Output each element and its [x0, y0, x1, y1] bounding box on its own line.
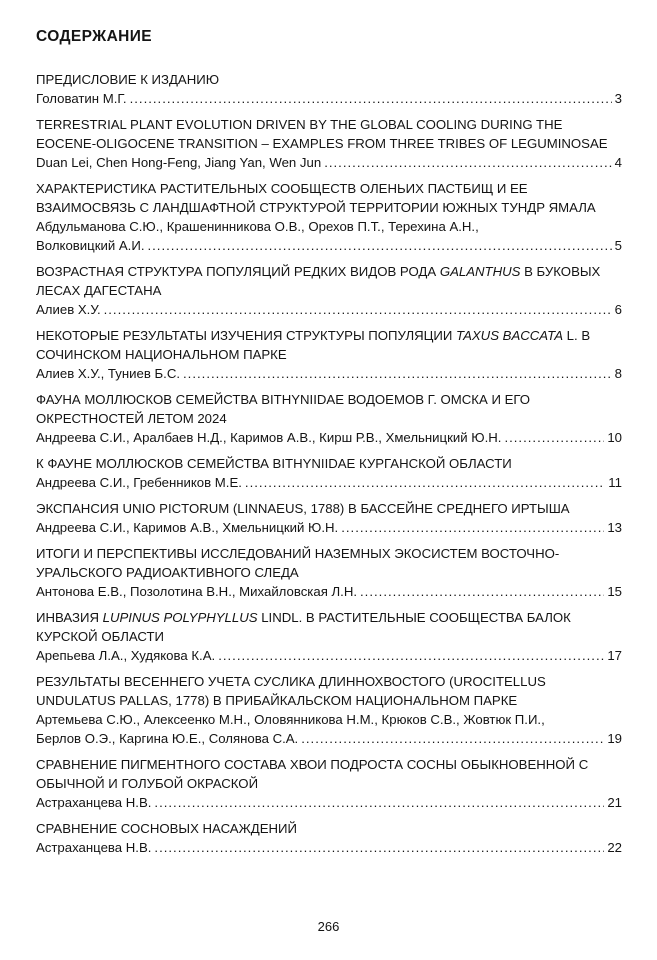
dot-leader	[154, 793, 604, 812]
toc-entry-page: 11	[608, 475, 622, 490]
authors-row	[36, 236, 622, 255]
dot-leader	[104, 300, 612, 319]
authors-row	[36, 646, 622, 665]
title-segment: LINDL. В РАСТИТЕЛЬНЫЕ СООБЩЕСТВА БАЛОК КУРСКОЙ ОБЛАСТИ	[36, 610, 571, 644]
toc-entry-title	[36, 115, 622, 153]
authors-text: Duan Lei, Chen Hong-Feng, Jiang Yan, Wen Jun	[36, 155, 322, 170]
toc-entry	[36, 262, 622, 319]
toc-entry-title	[36, 262, 622, 300]
title-segment-italic: LUPINUS POLYPHYLLUS	[102, 610, 258, 625]
toc-entry-authors	[36, 838, 622, 857]
authors-row	[36, 217, 622, 236]
toc-entry-title	[36, 819, 622, 838]
authors-row	[36, 710, 622, 729]
title-segment: РЕЗУЛЬТАТЫ ВЕСЕННЕГО УЧЕТА СУСЛИКА ДЛИННОХВОСТОГО (UROCITELLUS UNDULATUS PALLAS, 1778) В ПРИБАЙКАЛЬСКОМ НАЦИОНАЛЬНОМ ПАРКЕ	[36, 674, 546, 708]
page-content	[36, 28, 622, 864]
title-segment: СРАВНЕНИЕ СОСНОВЫХ НАСАЖДЕНИЙ	[36, 821, 297, 836]
dot-leader	[183, 364, 612, 383]
authors-row	[36, 518, 622, 537]
toc-entry-page: 15	[607, 584, 622, 599]
title-segment: ВОЗРАСТНАЯ СТРУКТУРА ПОПУЛЯЦИЙ РЕДКИХ ВИДОВ РОДА	[36, 264, 440, 279]
toc-list	[36, 70, 622, 857]
toc-entry-page: 3	[614, 91, 622, 106]
title-segment-italic: GALANTHUS	[439, 264, 521, 279]
dot-leader	[301, 729, 604, 748]
title-segment: ФАУНА МОЛЛЮСКОВ СЕМЕЙСТВА BITHYNIIDAE ВОДОЕМОВ Г. ОМСКА И ЕГО ОКРЕСТНОСТЕЙ ЛЕТОМ 2024	[36, 392, 531, 426]
toc-entry-authors	[36, 646, 622, 665]
toc-entry-title	[36, 326, 622, 364]
authors-text: Абдульманова С.Ю., Крашенинникова О.В., Орехов П.Т., Терехина А.Н.,	[36, 219, 479, 234]
dot-leader	[154, 838, 604, 857]
title-segment: СРАВНЕНИЕ ПИГМЕНТНОГО СОСТАВА ХВОИ ПОДРОСТА СОСНЫ ОБЫКНОВЕННОЙ С ОБЫЧНОЙ И ГОЛУБОЙ ОКРАСКОЙ	[36, 757, 589, 791]
title-segment: НЕКОТОРЫЕ РЕЗУЛЬТАТЫ ИЗУЧЕНИЯ СТРУКТУРЫ ПОПУЛЯЦИИ	[36, 328, 457, 343]
toc-entry-authors	[36, 793, 622, 812]
authors-text: Андреева С.И., Аралбаев Н.Д., Каримов А.В., Кирш Р.В., Хмельницкий Ю.Н.	[36, 430, 502, 445]
authors-row	[36, 729, 622, 748]
toc-entry	[36, 390, 622, 447]
authors-text: Андреева С.И., Каримов А.В., Хмельницкий Ю.Н.	[36, 520, 339, 535]
toc-entry-page: 17	[607, 648, 622, 663]
authors-row	[36, 364, 622, 383]
title-segment: ХАРАКТЕРИСТИКА РАСТИТЕЛЬНЫХ СООБЩЕСТВ ОЛЕНЬИХ ПАСТБИЩ И ЕЕ ВЗАИМОСВЯЗЬ С ЛАНДШАФТНОЙ СТРУКТУРОЙ ТЕРРИТОРИИ ЮЖНЫХ ТУНДР ЯМАЛА	[36, 181, 596, 215]
authors-text: Астраханцева Н.В.	[36, 840, 152, 855]
authors-text: Астраханцева Н.В.	[36, 795, 152, 810]
authors-text: Андреева С.И., Гребенников М.Е.	[36, 475, 242, 490]
dot-leader	[504, 428, 604, 447]
title-segment-italic: TAXUS BACCATA	[456, 328, 563, 343]
toc-entry-authors	[36, 89, 622, 108]
dot-leader	[218, 646, 604, 665]
dot-leader	[147, 236, 611, 255]
title-segment: ПРЕДИСЛОВИЕ К ИЗДАНИЮ	[36, 72, 220, 87]
toc-entry-page: 8	[614, 366, 622, 381]
toc-entry	[36, 672, 622, 748]
dot-leader	[324, 153, 611, 172]
title-segment: TERRESTRIAL PLANT EVOLUTION DRIVEN BY THE GLOBAL COOLING DURING THE EOCENE-OLIGOCENE TRANSITION – EXAMPLES FROM THREE TRIBES OF LEGUMINOSAE	[36, 117, 608, 151]
authors-row	[36, 582, 622, 601]
authors-row	[36, 793, 622, 812]
toc-entry-title	[36, 672, 622, 710]
page-title: СОДЕРЖАНИЕ	[36, 28, 153, 45]
toc-entry-title	[36, 70, 622, 89]
toc-entry-title	[36, 544, 622, 582]
page-number: 266	[317, 919, 340, 934]
toc-entry	[36, 755, 622, 812]
toc-entry-page: 10	[607, 430, 622, 445]
authors-text: Головатин М.Г.	[36, 91, 127, 106]
toc-entry-page: 4	[614, 155, 622, 170]
authors-row	[36, 428, 622, 447]
toc-entry-authors	[36, 473, 622, 492]
title-segment: В БУКОВЫХ ЛЕСАХ ДАГЕСТАНА	[36, 264, 601, 298]
toc-entry	[36, 819, 622, 857]
toc-entry-title	[36, 608, 622, 646]
toc-entry-title	[36, 499, 622, 518]
authors-text: Алиев Х.У., Туниев Б.С.	[36, 366, 181, 381]
toc-entry-authors	[36, 582, 622, 601]
authors-text: Алиев Х.У.	[36, 302, 101, 317]
toc-entry-page: 5	[614, 238, 622, 253]
authors-row	[36, 473, 622, 492]
toc-entry-title	[36, 755, 622, 793]
authors-row	[36, 89, 622, 108]
toc-entry-title	[36, 390, 622, 428]
dot-leader	[245, 473, 605, 492]
toc-entry-authors	[36, 300, 622, 319]
toc-entry-authors	[36, 518, 622, 537]
toc-entry-page: 13	[607, 520, 622, 535]
toc-entry-authors	[36, 710, 622, 748]
toc-entry-authors	[36, 364, 622, 383]
toc-entry-page: 19	[607, 731, 622, 746]
dot-leader	[130, 89, 612, 108]
title-segment: ЭКСПАНСИЯ UNIO PICTORUM (LINNAEUS, 1788) В БАССЕЙНЕ СРЕДНЕГО ИРТЫША	[36, 501, 570, 516]
toc-entry	[36, 454, 622, 492]
authors-text: Антонова Е.В., Позолотина В.Н., Михайловская Л.Н.	[36, 584, 358, 599]
dot-leader	[341, 518, 604, 537]
authors-row	[36, 300, 622, 319]
title-segment: ИНВАЗИЯ	[36, 610, 103, 625]
toc-entry	[36, 608, 622, 665]
authors-text: Арепьева Л.А., Худякова К.А.	[36, 648, 216, 663]
toc-entry	[36, 326, 622, 383]
toc-entry	[36, 499, 622, 537]
toc-entry-title	[36, 454, 622, 473]
authors-text: Берлов О.Э., Каргина Ю.Е., Солянова С.А.	[36, 731, 299, 746]
title-segment: ИТОГИ И ПЕРСПЕКТИВЫ ИССЛЕДОВАНИЙ НАЗЕМНЫХ ЭКОСИСТЕМ ВОСТОЧНО-УРАЛЬСКОГО РАДИОАКТИВНОГО СЛЕДА	[36, 546, 560, 580]
title-segment: К ФАУНЕ МОЛЛЮСКОВ СЕМЕЙСТВА BITHYNIIDAE КУРГАНСКОЙ ОБЛАСТИ	[36, 456, 512, 471]
toc-entry-title	[36, 179, 622, 217]
toc-entry-page: 21	[607, 795, 622, 810]
toc-entry	[36, 115, 622, 172]
toc-entry-authors	[36, 153, 622, 172]
toc-entry	[36, 179, 622, 255]
authors-row	[36, 838, 622, 857]
toc-entry-authors	[36, 217, 622, 255]
toc-entry-page: 22	[607, 840, 622, 855]
toc-entry-page: 6	[614, 302, 622, 317]
toc-entry	[36, 544, 622, 601]
toc-entry	[36, 70, 622, 108]
authors-text: Волковицкий А.И.	[36, 238, 145, 253]
toc-entry-authors	[36, 428, 622, 447]
authors-row	[36, 153, 622, 172]
title-segment: L. В СОЧИНСКОМ НАЦИОНАЛЬНОМ ПАРКЕ	[36, 328, 591, 362]
authors-text: Артемьева С.Ю., Алексеенко М.Н., Оловянникова Н.М., Крюков С.В., Жовтюк П.И.,	[36, 712, 545, 727]
dot-leader	[360, 582, 604, 601]
